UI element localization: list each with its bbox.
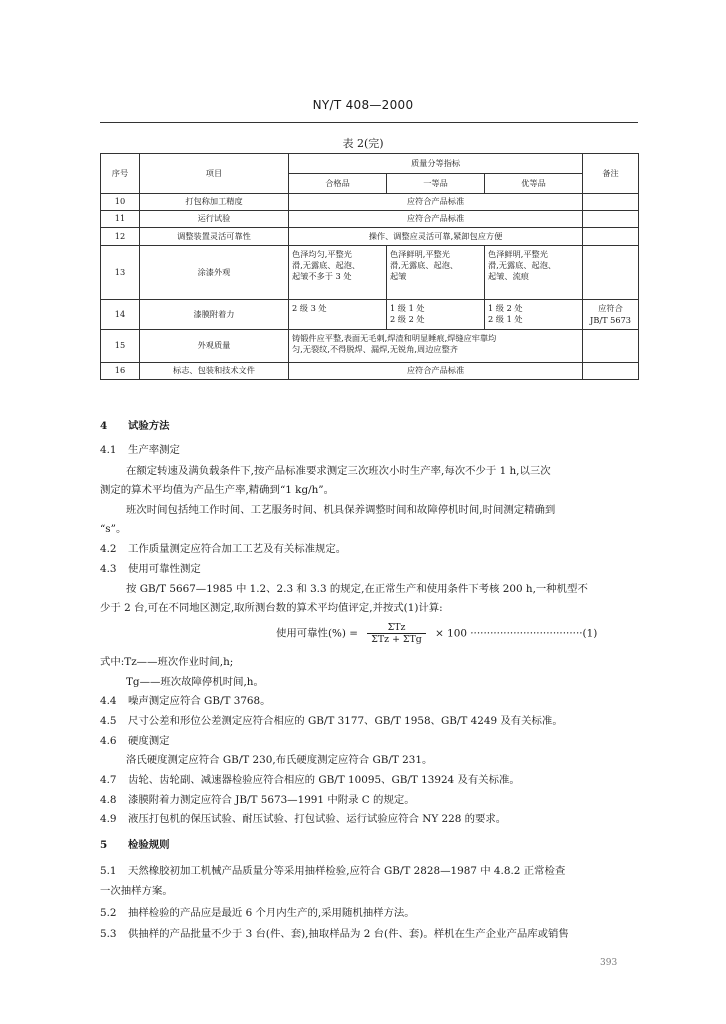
row-item: 运行试验 — [140, 211, 289, 228]
row-item: 调整装置灵活可靠性 — [140, 228, 289, 246]
row-remark — [583, 363, 639, 380]
clause-5-2: 5.2 抽样检验的产品应是最近 6 个月内生产的,采用随机抽样方法。 — [100, 907, 415, 919]
clause-4-1-title: 4.1 生产率测定 — [100, 444, 180, 456]
section-4-heading: 4 试验方法 — [100, 420, 170, 432]
row-qualified: 2 级 3 处 — [289, 300, 387, 330]
row-no: 10 — [101, 194, 140, 211]
row-no: 12 — [101, 228, 140, 246]
row-requirement: 操作、调整应灵活可靠,紧卸包应方便 — [289, 228, 583, 246]
row-superior: 1 级 2 处 2 级 1 处 — [485, 300, 583, 330]
row-qualified: 色泽均匀,平整光 滑,无露底、起泡、 起皱不多于 3 处 — [289, 246, 387, 300]
clause-5-1-line1: 5.1 天然橡胶初加工机械产品质量分等采用抽样检验,应符合 GB/T 2828—1987 中 4.8.2 正常检查 — [100, 865, 566, 877]
page-number: 393 — [600, 958, 618, 968]
row-item: 外观质量 — [140, 330, 289, 363]
table-row — [101, 211, 639, 228]
row-item: 涂漆外观 — [140, 246, 289, 300]
clause-4-7: 4.7 齿轮、齿轮副、减速器检验应符合相应的 GB/T 10095、GB/T 13924 及有关标准。 — [100, 774, 520, 786]
row-first-class: 色泽鲜明,平整光 滑,无露底、起泡、 起皱 — [387, 246, 485, 300]
reliability-formula: 使用可靠性(%) = $\frac{\text{ΣTz}}{\text{ΣTz + ΣTg}}$ × 100 ··································(1) — [276, 622, 598, 645]
row-superior: 色泽鲜明,平整光 滑,无露底、起泡、 起皱、流痕 — [485, 246, 583, 300]
row-remark — [583, 194, 639, 211]
row-remark — [583, 228, 639, 246]
row-remark — [583, 246, 639, 300]
table-row — [101, 363, 639, 380]
row-requirement: 应符合产品标准 — [289, 363, 583, 380]
row-remark — [583, 211, 639, 228]
header-rule — [100, 122, 638, 123]
clause-4-5: 4.5 尺寸公差和形位公差测定应符合相应的 GB/T 3177、GB/T 1958、GB/T 4249 及有关标准。 — [100, 715, 563, 727]
row-no: 14 — [101, 300, 140, 330]
header-grade-group: 质量分等指标 — [289, 154, 583, 174]
clause-4-1-p1-line1: 在额定转速及满负载条件下,按产品标准要求测定三次班次小时生产率,每次不少于 1 h,以三次 — [126, 465, 551, 477]
clause-4-3-line1: 按 GB/T 5667—1985 中 1.2、2.3 和 3.3 的规定,在正常生产和使用条件下考核 200 h,一种机型不 — [126, 583, 588, 595]
clause-4-1-p1-line2: 测定的算术平均值为产品生产率,精确到“1 kg/h”。 — [100, 484, 335, 496]
row-requirement: 应符合产品标准 — [289, 211, 583, 228]
clause-4-8: 4.8 漆膜附着力测定应符合 JB/T 5673—1991 中附录 C 的规定。 — [100, 794, 415, 806]
row-no: 15 — [101, 330, 140, 363]
clause-4-1-p2-line1: 班次时间包括纯工作时间、工艺服务时间、机具保养调整时间和故障停机时间,时间测定精确到 — [126, 504, 556, 516]
row-no: 13 — [101, 246, 140, 300]
row-remark — [583, 330, 639, 363]
row-item: 标志、包装和技术文件 — [140, 363, 289, 380]
clause-5-3: 5.3 供抽样的产品批量不少于 3 台(件、套),抽取样品为 2 台(件、套)。样机在生产企业产品库或销售 — [100, 928, 569, 940]
clause-4-4: 4.4 噪声测定应符合 GB/T 3768。 — [100, 695, 271, 707]
header-remark: 备注 — [583, 154, 639, 194]
table-row — [101, 330, 639, 363]
table-row — [101, 300, 639, 330]
table-row — [101, 228, 639, 246]
header-qualified: 合格品 — [289, 174, 387, 194]
row-remark: 应符合 JB/T 5673 — [583, 300, 639, 330]
table-caption: 表 2(完) — [342, 137, 384, 150]
standard-code-header: NY/T 408—2000 — [312, 98, 414, 112]
row-item: 打包称加工精度 — [140, 194, 289, 211]
row-no: 11 — [101, 211, 140, 228]
table-row — [101, 194, 639, 211]
row-first-class: 1 级 1 处 2 级 2 处 — [387, 300, 485, 330]
header-no: 序号 — [101, 154, 140, 194]
header-superior: 优等品 — [485, 174, 583, 194]
row-item: 漆膜附着力 — [140, 300, 289, 330]
clause-4-6-title: 4.6 硬度测定 — [100, 735, 170, 747]
section-5-heading: 5 检验规则 — [100, 839, 170, 851]
clause-4-1-p2-line2: “s”。 — [100, 523, 127, 535]
clause-5-1-line2: 一次抽样方案。 — [100, 885, 173, 897]
row-requirement: 应符合产品标准 — [289, 194, 583, 211]
clause-4-2: 4.2 工作质量测定应符合加工工艺及有关标准规定。 — [100, 543, 347, 555]
clause-4-6-text: 洛氏硬度测定应符合 GB/T 230,布氏硬度测定应符合 GB/T 231。 — [126, 754, 433, 766]
row-no: 16 — [101, 363, 140, 380]
clause-4-9: 4.9 液压打包机的保压试验、耐压试验、打包试验、运行试验应符合 NY 228 的要求。 — [100, 813, 507, 825]
header-first-class: 一等品 — [387, 174, 485, 194]
formula-where-line1: 式中:Tz——班次作业时间,h; — [100, 656, 234, 668]
formula-where-line2: Tg——班次故障停机时间,h。 — [126, 676, 264, 688]
formula-fraction: $\frac{\text{ΣTz}}{\text{ΣTz + ΣTg}}$ — [367, 622, 426, 645]
header-item: 项目 — [140, 154, 289, 194]
row-requirement: 铸锻件应平整,表面无毛刺,焊渣和明显睡痕,焊缝应牢靠均 匀,无裂纹,不得脱焊、漏焊,无锐角,周边应整齐 — [289, 330, 583, 363]
clause-4-3-title: 4.3 使用可靠性测定 — [100, 563, 201, 575]
table-row — [101, 246, 639, 300]
quality-grade-table — [100, 153, 639, 380]
clause-4-3-line2: 少于 2 台,可在不同地区测定,取所测台数的算术平均值评定,并按式(1)计算: — [100, 602, 443, 614]
